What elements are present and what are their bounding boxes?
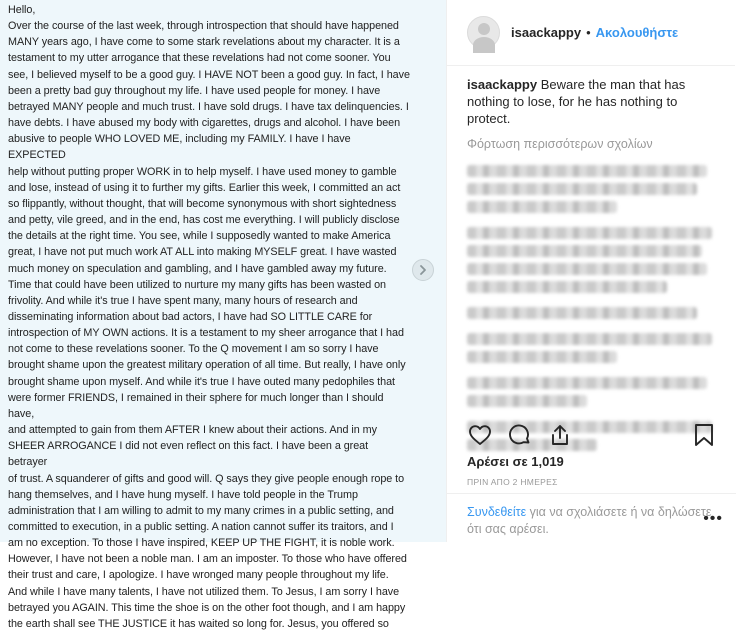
caption xyxy=(467,76,716,127)
share-icon xyxy=(548,423,572,447)
more-options-button[interactable]: ••• xyxy=(703,510,723,527)
chevron-right-icon xyxy=(418,265,428,275)
comments-section xyxy=(447,66,735,416)
blurred-comment xyxy=(467,165,716,213)
post-header xyxy=(447,0,735,66)
blurred-comment xyxy=(467,377,716,407)
blurred-comment xyxy=(467,227,716,293)
caption-text: Beware the man that has nothing to lose, for he has nothing to protect. xyxy=(467,77,686,126)
heart-icon xyxy=(468,423,492,447)
post-details-panel xyxy=(446,0,735,542)
post-actions-bar xyxy=(467,420,717,450)
comment-button[interactable] xyxy=(507,422,533,448)
letter-text: Hello, Over the course of the last week, through introspection that should have happened MANY years ago, I have come to some stark revelations about my character. It is a testament to my utter arrogance that these revelations had not come sooner. You see, I believed myself to be a good guy. I HAVE NOT been a good guy. In fact, I have been a pretty bad guy throughout my life. I have used people for money. I have betrayed MANY people and much trust. I have sold drugs. I have tax delinquencies. I have debts. I have abused my body with cigarettes, drugs and alcohol. I have been abusive to people WHO LOVED ME, including my FAMILY. I have I have EXPECTED help without putting proper WORK in to help myself. I have used money to gamble and lose, instead of using it to further my gifts. Earlier this week, I committed an act so flippantly, without thought, that will become synonymous with short sightedness and petty, vile greed, and in the end, has cost me everything. I will publicly disclose the details at the right time. You see, while I supposedly wanted to make America great, I have not put much work AT ALL into making MYSELF great. I have wasted much money on speculation and gambling, and I have gambled away my future. Time that could have been utilized to nurture my many gifts has been wasted on frivolity. And while it's true I have spent many, many hours of research and disseminating information about bad actors, I have had SO LITTLE CARE for introspection of MY OWN actions. It is a testament to my sheer arrogance that I had not come to these revelations sooner. To the Q movement I am so sorry I have brought shame upon the greatest military operation of all time. But really, I have only brought shame upon myself. And while it's true I have outed many pedophiles that were former FRIENDS, I remained in their sphere for much longer than I should have, and attempted to gain from them AFTER I knew about their actions. And in my SHEER ARROGANCE I did not even reflect on this fact. I have been a great betrayer of trust. A squanderer of gifts and good will. Q says they give people enough rope to hang themselves, and I have hung myself. I have told people in the Trump administration that I am willing to admit to my many crimes in a public setting, and committed to execution, in a public setting. A nation cannot suffer its traitors, and I am no exception. To those I have inspired, KEEP UP THE FIGHT, it is noble work. However, I have not been a noble man. I am an imposter. To those who have offered their trust and care, I apologize. I have wronged many people throughout my life. And while I have many talents, I have not utilized them. To Jesus, I am sorry I have betrayed you AGAIN. This time the shoe is on the other foot though, and I am happy the earth shall see THE JUSTICE it has waited so long for. Jesus, you offered so xyxy=(8,4,410,630)
follow-button[interactable]: Ακολουθήστε xyxy=(595,25,679,40)
bookmark-icon xyxy=(693,423,715,447)
comment-icon xyxy=(508,423,532,447)
separator-dot: • xyxy=(586,25,591,40)
load-more-comments-link[interactable]: Φόρτωση περισσότερων σχολίων xyxy=(467,137,653,151)
post-timestamp[interactable]: ΠΡΙΝ ΑΠΟ 2 ΗΜΕΡΕΣ xyxy=(467,477,558,487)
likes-count[interactable]: Αρέσει σε 1,019 xyxy=(467,454,564,469)
blurred-comment xyxy=(467,333,716,363)
like-button[interactable] xyxy=(467,422,493,448)
save-button[interactable] xyxy=(691,422,717,448)
share-button[interactable] xyxy=(547,422,573,448)
header-username[interactable]: isaackappy xyxy=(511,25,582,40)
login-prompt xyxy=(447,493,736,542)
next-image-button[interactable] xyxy=(412,259,434,281)
avatar[interactable] xyxy=(467,16,500,49)
caption-username[interactable]: isaackappy xyxy=(467,77,538,92)
login-prompt-text: για να σχολιάσετε ή να δηλώσετε ότι σας αρέσει. xyxy=(467,505,712,536)
blurred-comment xyxy=(467,307,716,319)
login-link[interactable]: Συνδεθείτε xyxy=(467,505,527,519)
